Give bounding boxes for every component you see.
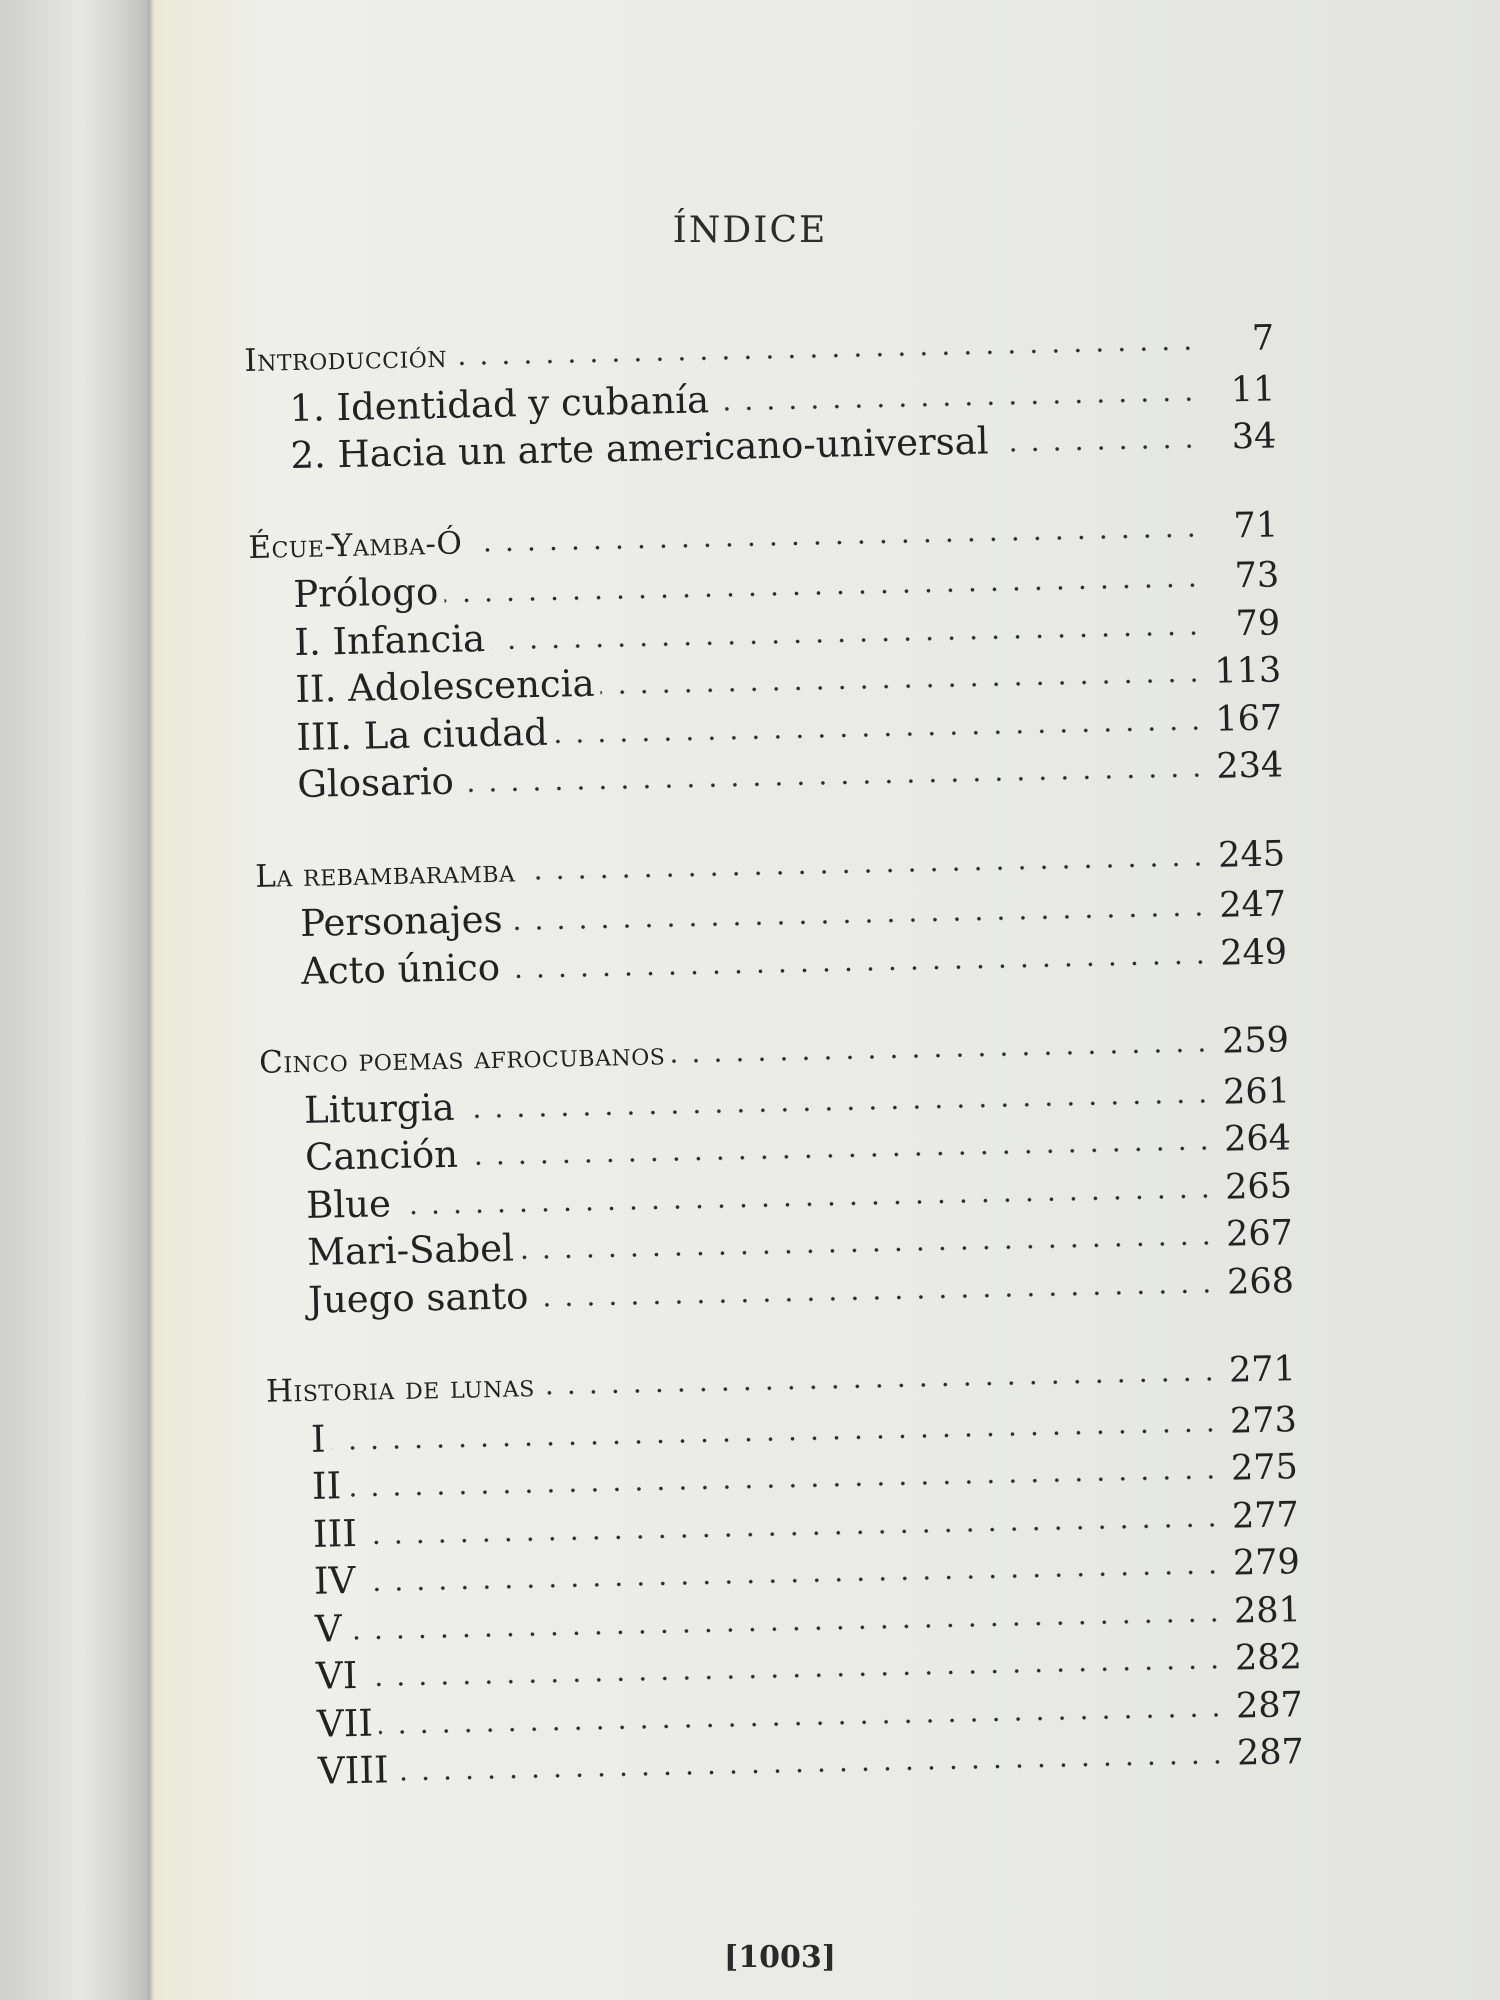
toc-entry-page: 34 xyxy=(1231,416,1277,458)
toc-entry-page: 264 xyxy=(1223,1118,1292,1160)
toc-entry-label: VII xyxy=(316,1701,374,1746)
toc-entry-label: II. Adolescencia xyxy=(294,661,595,711)
dot-leader xyxy=(520,1240,1217,1261)
dot-leader xyxy=(397,1192,1216,1215)
toc-entry-label: V xyxy=(314,1606,343,1651)
toc-entry-page: 267 xyxy=(1225,1213,1294,1255)
toc-section xyxy=(266,1349,1305,1798)
dot-leader xyxy=(347,1474,1222,1498)
toc-entry-page: 79 xyxy=(1235,602,1281,644)
toc-entry-page: 287 xyxy=(1235,1684,1304,1727)
toc-entry-page: 7 xyxy=(1251,318,1275,359)
dot-leader xyxy=(521,860,1209,880)
dot-leader xyxy=(554,724,1206,744)
toc-entry-label: Prólogo xyxy=(292,569,439,617)
toc-entry-page: 287 xyxy=(1236,1732,1305,1774)
toc-entry-label: Historia de lunas xyxy=(265,1368,536,1410)
toc-entry-label: Introducción xyxy=(244,338,448,379)
toc-section xyxy=(255,834,1288,998)
toc-entry-page: 249 xyxy=(1219,931,1288,974)
dot-leader xyxy=(509,911,1211,932)
toc-entry-page: 265 xyxy=(1224,1165,1293,1208)
page-title: ÍNDICE xyxy=(672,210,828,251)
dot-leader xyxy=(395,1759,1228,1782)
dot-leader xyxy=(671,1047,1213,1064)
toc-entry-page: 282 xyxy=(1234,1637,1303,1679)
toc-entry-label: Cinco poemas afrocubanos xyxy=(258,1036,666,1081)
toc-entry-label: III. La ciudad xyxy=(295,710,549,759)
page-number: [1003] xyxy=(724,1940,836,1975)
toc-entry-page: 73 xyxy=(1234,555,1280,597)
dot-leader xyxy=(541,1376,1220,1396)
dot-leader xyxy=(464,1145,1215,1167)
dot-leader xyxy=(453,345,1198,367)
toc-entry-label: II xyxy=(311,1464,342,1508)
dot-leader xyxy=(361,1569,1224,1593)
toc-entry-label: I. Infancia xyxy=(293,616,486,664)
toc-entry-label: Acto único xyxy=(300,945,501,993)
toc-entry-label: III xyxy=(312,1511,358,1556)
toc-section xyxy=(259,1020,1295,1327)
toc-entry-label: IV xyxy=(313,1558,356,1603)
table-of-contents xyxy=(244,318,1305,1842)
toc-entry-label: I xyxy=(310,1417,327,1461)
dot-leader xyxy=(444,582,1203,604)
toc-entry-page: 113 xyxy=(1213,650,1282,692)
dot-leader xyxy=(332,1426,1221,1451)
toc-entry-label: Personajes xyxy=(299,897,503,945)
toc-entry-label: 1. Identidad y cubanía xyxy=(288,377,710,430)
toc-entry-page: 71 xyxy=(1233,504,1279,546)
toc-entry-label: Écue-Yamba-Ó xyxy=(247,524,463,566)
toc-entry-page: 268 xyxy=(1226,1260,1295,1303)
dot-leader xyxy=(506,958,1211,979)
toc-entry-page: 279 xyxy=(1232,1542,1301,1584)
dot-leader xyxy=(601,677,1206,696)
toc-entry-page: 234 xyxy=(1215,745,1284,787)
dot-leader xyxy=(461,1097,1215,1119)
toc-section xyxy=(244,318,1277,482)
dot-leader xyxy=(995,443,1201,453)
toc-entry-page: 275 xyxy=(1230,1447,1299,1489)
dot-leader xyxy=(379,1711,1227,1735)
dot-leader xyxy=(363,1664,1226,1688)
toc-section xyxy=(248,505,1284,812)
dot-leader xyxy=(363,1521,1223,1545)
toc-entry-page: 271 xyxy=(1228,1349,1297,1391)
dot-leader xyxy=(535,1287,1219,1307)
toc-entry-label: La rebambaramba xyxy=(254,852,516,895)
toc-entry-page: 247 xyxy=(1218,884,1287,926)
dot-leader xyxy=(348,1616,1225,1640)
toc-entry-page: 273 xyxy=(1229,1399,1298,1442)
toc-entry-label: Mari-Sabel xyxy=(306,1226,515,1274)
toc-entry-page: 245 xyxy=(1217,833,1286,876)
dot-leader xyxy=(715,396,1199,412)
toc-entry-page: 277 xyxy=(1231,1494,1300,1537)
toc-entry-label: VI xyxy=(315,1653,358,1698)
toc-entry-page: 11 xyxy=(1230,368,1276,410)
toc-entry-label: Juego santo xyxy=(307,1273,529,1322)
toc-entry-page: 261 xyxy=(1222,1070,1291,1113)
toc-entry-label: Blue xyxy=(305,1181,392,1227)
facing-page-edge xyxy=(0,0,150,2000)
toc-entry-label: VIII xyxy=(317,1748,390,1793)
toc-entry-label: Glosario xyxy=(296,759,455,806)
dot-leader xyxy=(491,629,1204,650)
dot-leader xyxy=(460,772,1207,794)
toc-entry-label: Canción xyxy=(304,1132,459,1179)
toc-entry-page: 167 xyxy=(1214,697,1283,740)
toc-entry-label: 2. Hacia un arte americano-universal xyxy=(289,419,990,478)
toc-entry-page: 281 xyxy=(1233,1589,1302,1632)
dot-leader xyxy=(468,531,1202,552)
toc-entry-page: 259 xyxy=(1221,1020,1290,1062)
toc-entry-label: Liturgia xyxy=(303,1085,455,1132)
